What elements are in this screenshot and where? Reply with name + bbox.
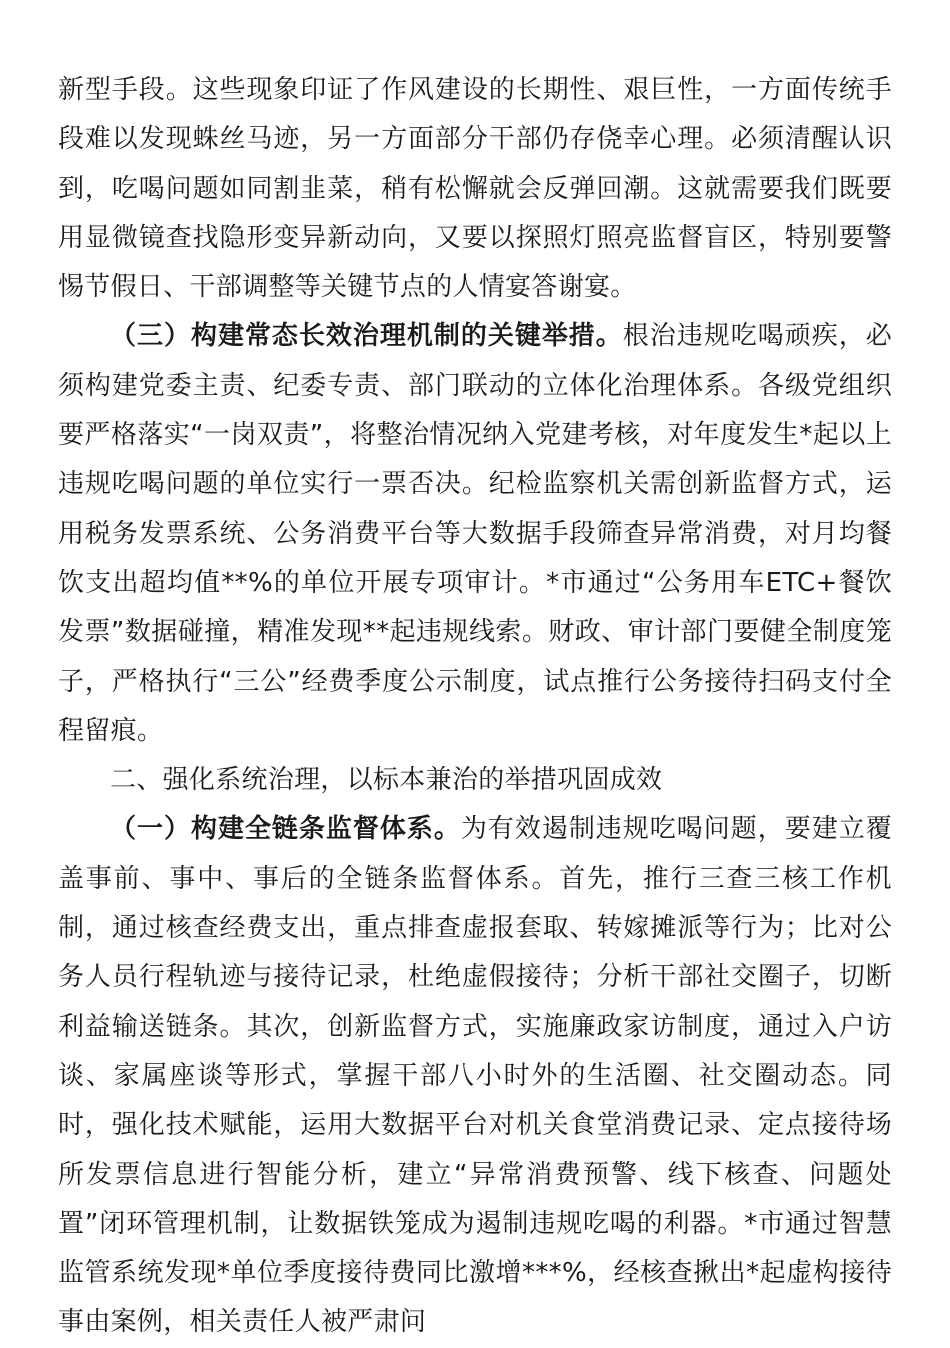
- section-heading-text: 二、强化系统治理，以标本兼治的举措巩固成效: [110, 765, 663, 796]
- paragraph-mechanism: [58, 312, 892, 756]
- paragraph-text: 新型手段。这些现象印证了作风建设的长期性、艰巨性，一方面传统手段难以发现蛛丝马迹，另一方面部分干部仍存侥幸心理。必须清醒认识到，吃喝问题如同割韭菜，稍有松懈就会反弹回潮。这就需要我们既要用显微镜查找隐形变异新动向，又要以探照灯照亮监督盲区，特别要警惕节假日、干部调整等关键节点的人情宴答谢宴。: [58, 75, 892, 303]
- document-body: [58, 66, 892, 1348]
- paragraph-text: 根治违规吃喝顽疾，必须构建党委主责、纪委专责、部门联动的立体化治理体系。各级党组织要严格落实“一岗双责”，将整治情况纳入党建考核，对年度发生*起以上违规吃喝问题的单位实行一票否决。纪检监察机关需创新监督方式，运用税务发票系统、公务消费平台等大数据手段筛查异常消费，对月均餐饮支出超均值**%的单位开展专项审计。*市通过“公务用车ETC+餐饮发票”数据碰撞，精准发现**起违规线索。财政、审计部门要健全制度笼子，严格执行“三公”经费季度公示制度，试点推行公务接待扫码支付全程留痕。: [58, 321, 892, 746]
- paragraph-heading: （三）构建常态长效治理机制的关键举措。: [110, 321, 623, 352]
- section-heading: [58, 756, 892, 805]
- paragraph-continuation: [58, 66, 892, 312]
- paragraph-supervision: [58, 805, 892, 1347]
- paragraph-text: 为有效遏制违规吃喝问题，要建立覆盖事前、事中、事后的全链条监督体系。首先，推行三查三核工作机制，通过核查经费支出，重点排查虚报套取、转嫁摊派等行为；比对公务人员行程轨迹与接待记录，杜绝虚假接待；分析干部社交圈子，切断利益输送链条。其次，创新监督方式，实施廉政家访制度，通过入户访谈、家属座谈等形式，掌握干部八小时外的生活圈、社交圈动态。同时，强化技术赋能，运用大数据平台对机关食堂消费记录、定点接待场所发票信息进行智能分析，建立“异常消费预警、线下核查、问题处置”闭环管理机制，让数据铁笼成为遏制违规吃喝的利器。*市通过智慧监管系统发现*单位季度接待费同比激增***%，经核查揪出*起虚构接待事由案例，相关责任人被严肃问: [58, 814, 892, 1338]
- paragraph-heading: （一）构建全链条监督体系。: [110, 814, 461, 845]
